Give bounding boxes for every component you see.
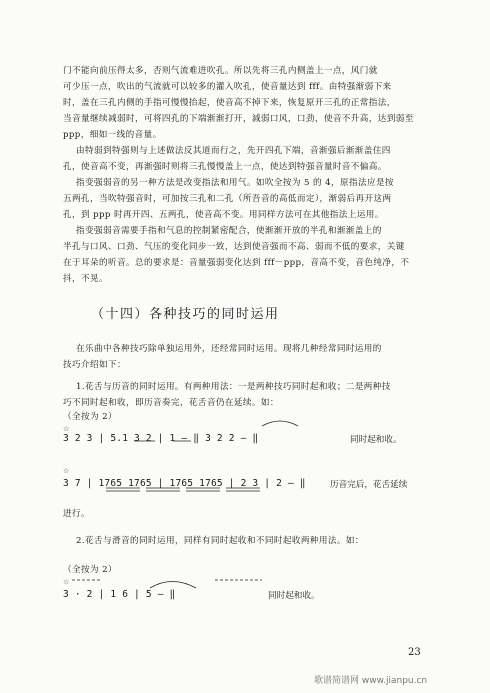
score-note: 同时起和收。 [350, 435, 402, 445]
item-2-line: 2.花舌与滑音的同时运用，同样有同时起收和不同时起收两种用法。如： [76, 536, 364, 546]
score-note-continued: 进行。 [63, 509, 90, 519]
paragraph-line: 半孔与口风、口劲、气压的变化同步一致，达到使音强而不高、弱而不低的要求，关键 [63, 242, 405, 252]
paragraph-line: 孔，使音高不变，再渐强时则将三孔慢慢盖上一点，使达到特强音量时音不偏高。 [63, 162, 387, 172]
score-note: 历音完后，花舌延续 [330, 480, 408, 490]
intro-line: 在乐曲中各种技巧除单独运用外，还经常同时运用。现将几种经常同时运用的 [76, 344, 382, 354]
paragraph-line: 在于耳朵的听音。总的要求是：音量强弱变化达到 fff－ppp，音高不变，音色纯净，不 [63, 258, 410, 268]
paragraph-line: 五两孔，当吹特强音时，可加按三孔和二孔（所吾音的高低而定），渐弱后再开这两 [63, 194, 392, 204]
watermark: 歌谱简谱网 www.jianpu.cn [314, 676, 428, 686]
paragraph-line: 当音量继续减弱时，可将四孔的下端渐渐打开，減弱口风，口劲，使音不升高，达到弱至 [63, 114, 414, 124]
paragraph-line: 门不能向前压得太多，否则气流难进吹孔。所以先将三孔内侧盖上一点，风门就 [63, 66, 378, 76]
paragraph-line: 时，盖在三孔内侧的手指可慢慢抬起，使音高不掉下来，恢复原开三孔的正常指法， [63, 98, 396, 108]
paragraph-line: ppp，细如一线的音量。 [63, 130, 162, 140]
score-line: 3 7 | 1765 1765 | 1765 1765 | 2 3 | 2 — ‖ [63, 478, 306, 489]
item-1-line: 巧不同时起和收，即历音奏完，花舌音仍在延续。如： [63, 398, 279, 408]
score-note: 同时起和收。 [268, 591, 320, 601]
key-signature: （全按为 2） [63, 565, 117, 575]
score-line: 3 · 2 | 1 6 | 5 — ‖ [63, 589, 176, 600]
ornament-mark: ☆ [63, 425, 70, 433]
intro-line: 技巧介绍如下： [63, 360, 126, 370]
ornament-mark: ☆ [63, 578, 70, 586]
item-1-line: 1.花舌与历音的同时运用。有两种用法：一是两种技巧同时起和收；二是两种技 [76, 382, 391, 392]
paragraph-line: 孔，到 ppp 时再开四、五两孔，使音高不变。用同样方法可在其他指法上运用。 [63, 210, 384, 220]
paragraph-line: 指变强弱音的另一种方法是改变指法和用气。如吹全按为 5 的 4，原指法应是按 [76, 178, 394, 188]
page-number: 23 [408, 647, 421, 658]
paragraph-line: 指变强弱音需要手指和气息的控制紧密配合，使渐渐开放的半孔和渐渐盖上的 [76, 226, 382, 236]
score-line: 3 2 3 | 5.1 3 2 | 1 — ‖ 3 2 2 — ‖ [63, 433, 259, 444]
paragraph-line: 由特弱到特强则与上述做法反其道而行之，先开四孔下端，音渐强后渐渐盖住四 [76, 146, 391, 156]
section-heading: （十四）各种技巧的同时运用 [91, 307, 280, 322]
paragraph-line: 抖，不晃。 [63, 274, 108, 284]
key-signature: （全按为 2） [63, 412, 117, 422]
paragraph-line: 可少压一点，吹出的气流就可以较多的灌入吹孔，使音量达到 fff。由特强渐弱下来 [63, 82, 392, 92]
ornament-mark: ☆ [63, 467, 70, 475]
